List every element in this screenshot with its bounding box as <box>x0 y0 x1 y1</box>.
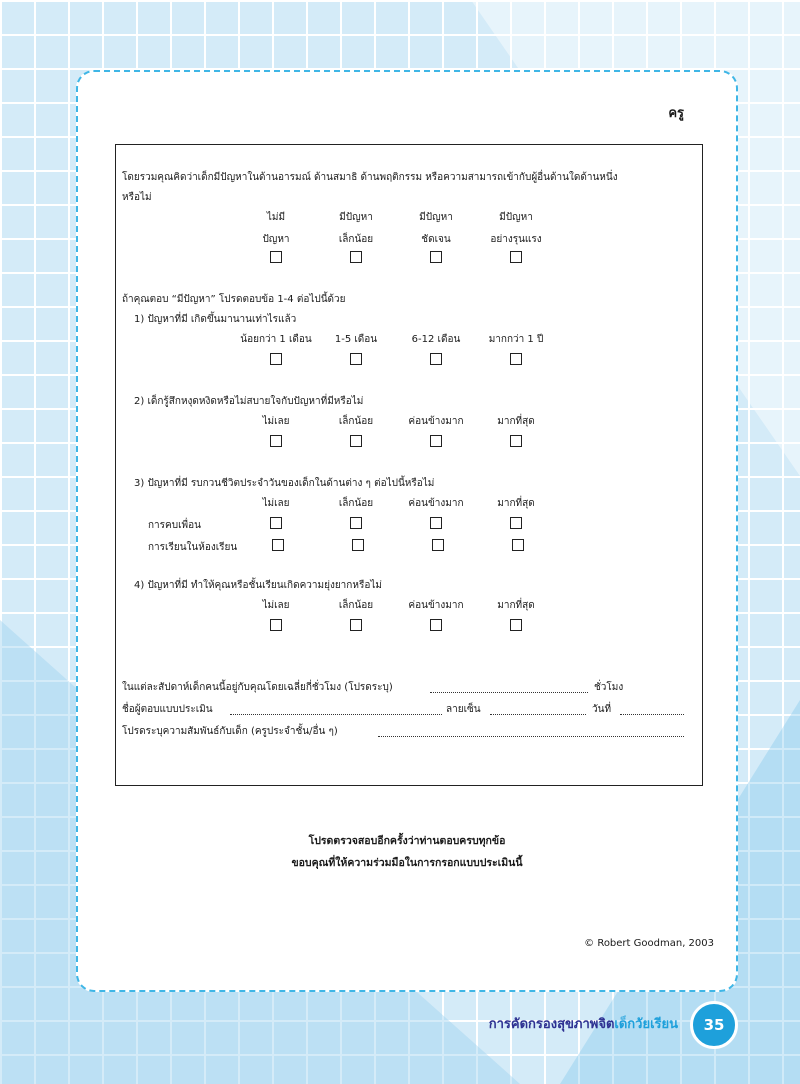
q2-text: 2) เด็กรู้สึกหงุดหงิดหรือไม่สบายใจกับปัญหาที่มีหรือไม่ <box>134 396 364 407</box>
form-page <box>76 70 738 992</box>
q1-option-3: 6-12 เดือน <box>411 334 461 345</box>
respondent-type-label: ครู <box>668 106 684 121</box>
main-option-4-top: มีปัญหา <box>499 212 533 223</box>
q2-option-4: มากที่สุด <box>497 416 535 427</box>
footer-title-accent: เด็กวัยเรียน <box>614 1017 678 1032</box>
q3-option-4: มากที่สุด <box>497 498 535 509</box>
q4-text: 4) ปัญหาที่มี ทำให้คุณหรือชั้นเรียนเกิดความยุ่งยากหรือไม่ <box>134 580 382 591</box>
q2-checkbox-2[interactable] <box>350 435 362 447</box>
q3-classroom-checkbox-4[interactable] <box>512 539 524 551</box>
q4-checkbox-2[interactable] <box>350 619 362 631</box>
q3-option-2: เล็กน้อย <box>338 498 374 509</box>
main-checkbox-2[interactable] <box>350 251 362 263</box>
signature-label: ลายเซ็น <box>446 704 481 715</box>
main-option-3-bottom: ชัดเจน <box>421 234 451 245</box>
q2-option-3: ค่อนข้างมาก <box>408 416 464 427</box>
main-checkbox-4[interactable] <box>510 251 522 263</box>
q1-checkbox-1[interactable] <box>270 353 282 365</box>
q1-checkbox-3[interactable] <box>430 353 442 365</box>
main-option-3-top: มีปัญหา <box>419 212 453 223</box>
q4-option-1: ไม่เลย <box>262 600 290 611</box>
followup-instruction: ถ้าคุณตอบ “มีปัญหา” โปรดตอบข้อ 1-4 ต่อไปนี้ด้วย <box>122 294 346 305</box>
q4-option-2: เล็กน้อย <box>338 600 374 611</box>
hours-label: ในแต่ละสัปดาห์เด็กคนนี้อยู่กับคุณโดยเฉลี่ยกี่ชั่วโมง (โปรดระบุ) <box>122 682 393 693</box>
q2-checkbox-1[interactable] <box>270 435 282 447</box>
main-option-2-bottom: เล็กน้อย <box>338 234 374 245</box>
q1-option-1: น้อยกว่า 1 เดือน <box>240 334 312 345</box>
q2-option-2: เล็กน้อย <box>338 416 374 427</box>
signature-field[interactable] <box>490 713 586 715</box>
q4-checkbox-3[interactable] <box>430 619 442 631</box>
q2-option-1: ไม่เลย <box>262 416 290 427</box>
hours-field[interactable] <box>430 691 588 693</box>
q4-option-3: ค่อนข้างมาก <box>408 600 464 611</box>
questionnaire-frame <box>115 144 703 786</box>
q1-option-2: 1-5 เดือน <box>334 334 378 345</box>
q4-checkbox-1[interactable] <box>270 619 282 631</box>
main-checkbox-1[interactable] <box>270 251 282 263</box>
q3-classroom-checkbox-2[interactable] <box>352 539 364 551</box>
q1-option-4: มากกว่า 1 ปี <box>488 334 544 345</box>
relation-field[interactable] <box>378 735 684 737</box>
q1-checkbox-2[interactable] <box>350 353 362 365</box>
main-checkbox-3[interactable] <box>430 251 442 263</box>
page-number-badge: 35 <box>690 1001 738 1049</box>
relation-label: โปรดระบุความสัมพันธ์กับเด็ก (ครูประจำชั้น/อื่น ๆ) <box>122 726 338 737</box>
q3-friends-checkbox-2[interactable] <box>350 517 362 529</box>
main-question-line1: โดยรวมคุณคิดว่าเด็กมีปัญหาในด้านอารมณ์ ด้านสมาธิ ด้านพฤติกรรม หรือความสามารถเข้ากับผู้อื่นด้านใดด้านหนึ่ง <box>122 172 618 183</box>
q3-option-1: ไม่เลย <box>262 498 290 509</box>
q3-classroom-checkbox-1[interactable] <box>272 539 284 551</box>
hours-unit: ชั่วโมง <box>594 682 624 693</box>
main-option-2-top: มีปัญหา <box>339 212 373 223</box>
q3-friends-checkbox-4[interactable] <box>510 517 522 529</box>
main-option-4-bottom: อย่างรุนแรง <box>490 234 542 245</box>
q3-text: 3) ปัญหาที่มี รบกวนชีวิตประจำวันของเด็กในด้านต่าง ๆ ต่อไปนี้หรือไม่ <box>134 478 435 489</box>
date-field[interactable] <box>620 713 684 715</box>
respondent-label: ชื่อผู้ตอบแบบประเมิน <box>122 704 213 715</box>
q2-checkbox-3[interactable] <box>430 435 442 447</box>
copyright-notice: © Robert Goodman, 2003 <box>584 938 714 949</box>
q3-classroom-checkbox-3[interactable] <box>432 539 444 551</box>
closing-line2: ขอบคุณที่ให้ความร่วมมือในการกรอกแบบประเมินนี้ <box>291 857 523 869</box>
q1-checkbox-4[interactable] <box>510 353 522 365</box>
date-label: วันที่ <box>592 704 612 715</box>
main-question-line2: หรือไม่ <box>122 192 152 203</box>
closing-line1: โปรดตรวจสอบอีกครั้งว่าท่านตอบครบทุกข้อ <box>308 835 506 847</box>
q3-row-friends: การคบเพื่อน <box>148 520 201 531</box>
q4-option-4: มากที่สุด <box>497 600 535 611</box>
q3-friends-checkbox-3[interactable] <box>430 517 442 529</box>
q1-text: 1) ปัญหาที่มี เกิดขึ้นมานานเท่าไรแล้ว <box>134 314 297 325</box>
main-option-1-bottom: ปัญหา <box>262 234 290 245</box>
q4-checkbox-4[interactable] <box>510 619 522 631</box>
main-option-1-top: ไม่มี <box>266 212 286 223</box>
q3-option-3: ค่อนข้างมาก <box>408 498 464 509</box>
footer-title <box>489 1013 678 1034</box>
q3-friends-checkbox-1[interactable] <box>270 517 282 529</box>
respondent-name-field[interactable] <box>230 713 442 715</box>
q2-checkbox-4[interactable] <box>510 435 522 447</box>
footer-title-main: การคัดกรองสุขภาพจิต <box>488 1017 615 1032</box>
q3-row-classroom: การเรียนในห้องเรียน <box>148 542 238 553</box>
